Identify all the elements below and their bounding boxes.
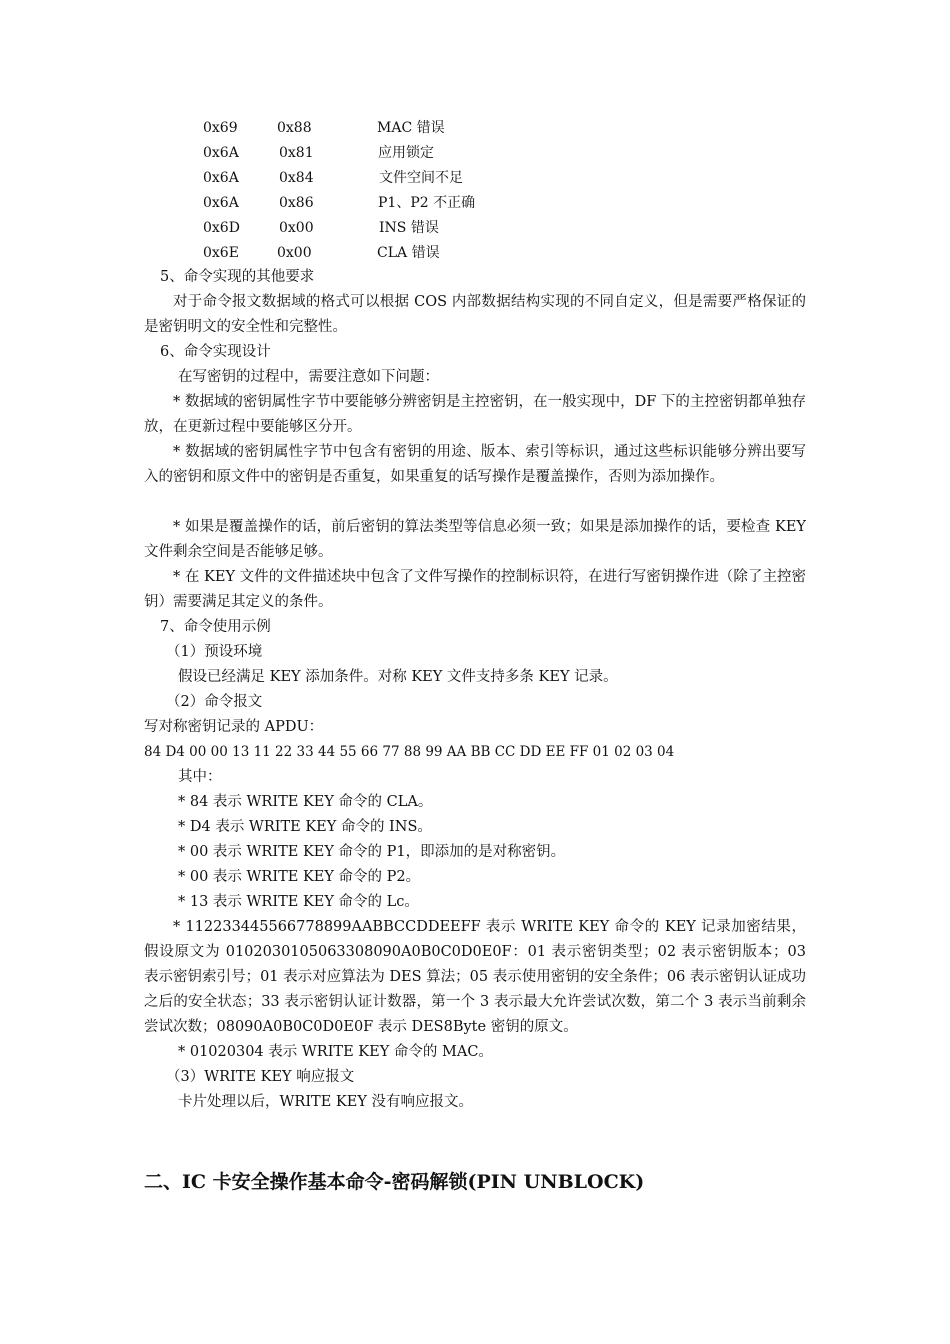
subsection-response: （3）WRITE KEY 响应报文 [166, 1069, 355, 1085]
section7-title: 7、命令使用示例 [160, 619, 271, 635]
section6-intro: 在写密钥的过程中，需要注意如下问题： [178, 369, 439, 385]
subsection-command: （2）命令报文 [166, 694, 263, 710]
chapter-heading: 二、IC 卡安全操作基本命令-密码解锁(PIN UNBLOCK) [144, 1171, 645, 1193]
apdu-bytes: 84 D4 00 00 13 11 22 33 44 55 66 77 88 99 AA BB CC DD EE FF 01 02 03 04 [144, 744, 675, 760]
apdu-field-item: * D4 表示 WRITE KEY 命令的 INS。 [178, 819, 432, 835]
apdu-field-item: * 00 表示 WRITE KEY 命令的 P1，即添加的是对称密钥。 [178, 844, 566, 860]
key-record-item: * 112233445566778899AABBCCDDEEFF 表示 WRITE KEY 命令的 KEY 记录加密结果，假设原文为 0102030105063308090A0B0C0D0E0F：01 表示密钥类型；02 表示密钥版本；03 表示密钥索引号；01 表示对应算法为 DES 算法；05 表示使用密钥的安全条件；06 表示密钥认证成功之后的安全状态；33 表示密钥认证计数器，第一个 3 表示最大允许尝试次数，第二个 3 表示当前剩余尝试次数；08090A0B0C0D0E0F 表示 DES8Byte 密钥的原文。 [144, 919, 806, 1035]
sw1-cell: 0x69 [203, 120, 238, 136]
sw2-cell: 0x00 [279, 220, 314, 236]
apdu-field-item: * 13 表示 WRITE KEY 命令的 Lc。 [178, 894, 419, 910]
desc-cell: 应用锁定 [378, 145, 434, 161]
desc-cell: 文件空间不足 [379, 170, 463, 186]
desc-cell: MAC 错误 [377, 120, 445, 136]
section6-bullet: * 数据域的密钥属性字节中包含有密钥的用途、版本、索引等标识，通过这些标识能够分辨出要写入的密钥和原文件中的密钥是否重复，如果重复的话写操作是覆盖操作，否则为添加操作。 [144, 444, 806, 485]
where-label: 其中： [178, 769, 222, 785]
sw1-cell: 0x6A [203, 170, 239, 186]
preset-env-text: 假设已经满足 KEY 添加条件。对称 KEY 文件支持多条 KEY 记录。 [178, 669, 618, 685]
sw1-cell: 0x6A [203, 195, 239, 211]
section6-bullet: * 在 KEY 文件的文件描述块中包含了文件写操作的控制标识符，在进行写密钥操作进（除了主控密钥）需要满足其定义的条件。 [144, 569, 806, 610]
sw2-cell: 0x00 [277, 245, 312, 261]
mac-item: * 01020304 表示 WRITE KEY 命令的 MAC。 [178, 1044, 493, 1060]
desc-cell: INS 错误 [379, 220, 439, 236]
desc-cell: CLA 错误 [377, 245, 440, 261]
section6-bullet: * 数据域的密钥属性字节中要能够分辨密钥是主控密钥，在一般实现中，DF 下的主控密钥都单独存放，在更新过程中要能够区分开。 [144, 394, 806, 435]
apdu-field-item: * 84 表示 WRITE KEY 命令的 CLA。 [178, 794, 433, 810]
apdu-label: 写对称密钥记录的 APDU： [144, 719, 324, 735]
section5-paragraph: 对于命令报文数据域的格式可以根据 COS 内部数据结构实现的不同自定义，但是需要严格保证的是密钥明文的安全性和完整性。 [144, 294, 806, 335]
section5-title: 5、命令实现的其他要求 [160, 269, 315, 285]
response-text: 卡片处理以后，WRITE KEY 没有响应报文。 [178, 1094, 474, 1110]
sw2-cell: 0x88 [277, 120, 312, 136]
subsection-preset-env: （1）预设环境 [166, 644, 263, 660]
sw1-cell: 0x6E [203, 245, 239, 261]
section6-bullet: * 如果是覆盖操作的话，前后密钥的算法类型等信息必须一致；如果是添加操作的话，要检查 KEY 文件剩余空间是否能够足够。 [144, 519, 806, 560]
sw1-cell: 0x6A [203, 145, 239, 161]
sw2-cell: 0x81 [279, 145, 314, 161]
sw2-cell: 0x86 [279, 195, 314, 211]
apdu-field-item: * 00 表示 WRITE KEY 命令的 P2。 [178, 869, 421, 885]
desc-cell: P1、P2 不正确 [378, 195, 476, 211]
sw1-cell: 0x6D [203, 220, 240, 236]
section6-title: 6、命令实现设计 [160, 344, 271, 360]
sw2-cell: 0x84 [279, 170, 314, 186]
